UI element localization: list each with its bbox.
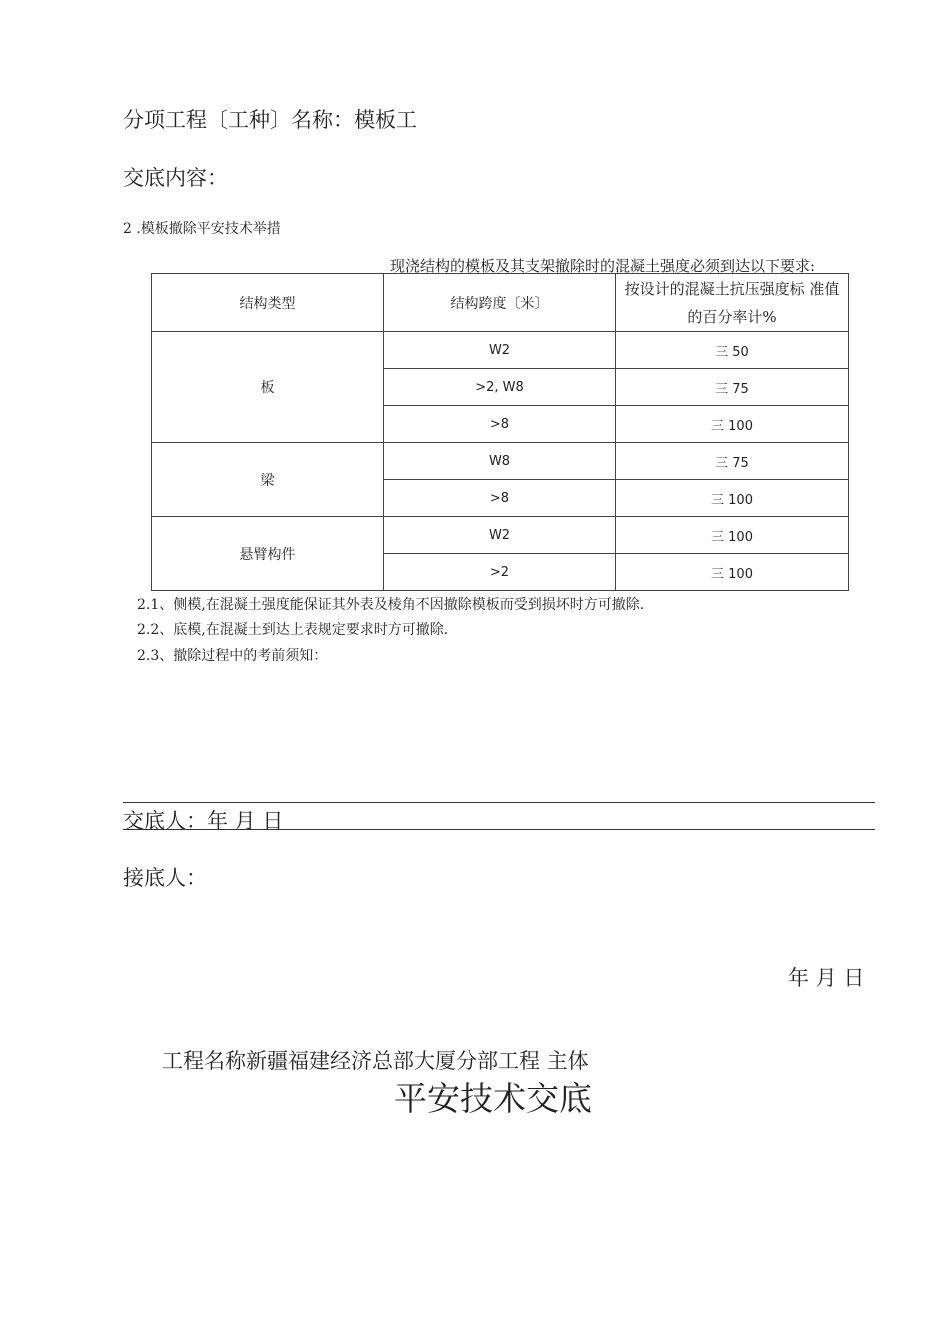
span-cell: W2 (384, 332, 616, 369)
strength-cell: 三 100 (616, 517, 849, 554)
structure-type-cell: 悬臂构件 (152, 517, 384, 591)
divider-bottom (123, 829, 875, 830)
header-structure-type: 结构类型 (152, 274, 384, 332)
span-cell: >8 (384, 406, 616, 443)
section-title: 2 .模板撤除平安技术举措 (123, 221, 281, 237)
span-cell: >2 (384, 554, 616, 591)
strength-cell: 三 100 (616, 480, 849, 517)
note-precautions: 2.3、撤除过程中的考前须知： (137, 648, 328, 664)
structure-type-cell: 板 (152, 332, 384, 443)
project-line: 分项工程〔工种〕名称：模板工 (123, 108, 417, 132)
note-side-form: 2.1、侧模,在混凝土强度能保证其外表及棱角不因撤除模板而受到损坏时方可撤除. (137, 597, 645, 613)
table-row (152, 517, 849, 554)
table-row (152, 332, 849, 369)
span-cell: >8 (384, 480, 616, 517)
footer-project-name: 工程名称新疆福建经济总部大厦分部工程 主体 (162, 1049, 589, 1073)
document-title: 平安技术交底 (394, 1079, 592, 1118)
strength-cell: 三 75 (616, 443, 849, 480)
structure-type-cell: 梁 (152, 443, 384, 517)
span-cell: W2 (384, 517, 616, 554)
strength-cell: 三 100 (616, 406, 849, 443)
giver-signature-line: 交底人：年 月 日 (123, 809, 284, 833)
divider-top (123, 802, 875, 803)
section-intro: 现浇结构的模板及其支架撤除时的混凝土强度必须到达以下要求: (390, 257, 816, 275)
receiver-date: 年 月 日 (788, 966, 865, 990)
table-header-row (152, 274, 849, 332)
content-label: 交底内容： (123, 166, 228, 190)
receiver-signature-line: 接底人： (123, 866, 207, 890)
strength-cell: 三 50 (616, 332, 849, 369)
strength-cell: 三 75 (616, 369, 849, 406)
table-row (152, 443, 849, 480)
note-bottom-form: 2.2、底模,在混凝土到达上表规定要求时方可撤除. (137, 622, 449, 638)
header-strength-percentage: 按设计的混凝土抗压强度标 准值的百分率计% (616, 274, 849, 332)
span-cell: W8 (384, 443, 616, 480)
header-span: 结构跨度〔米〕 (384, 274, 616, 332)
strength-requirements-table (151, 273, 849, 591)
strength-cell: 三 100 (616, 554, 849, 591)
span-cell: >2, W8 (384, 369, 616, 406)
